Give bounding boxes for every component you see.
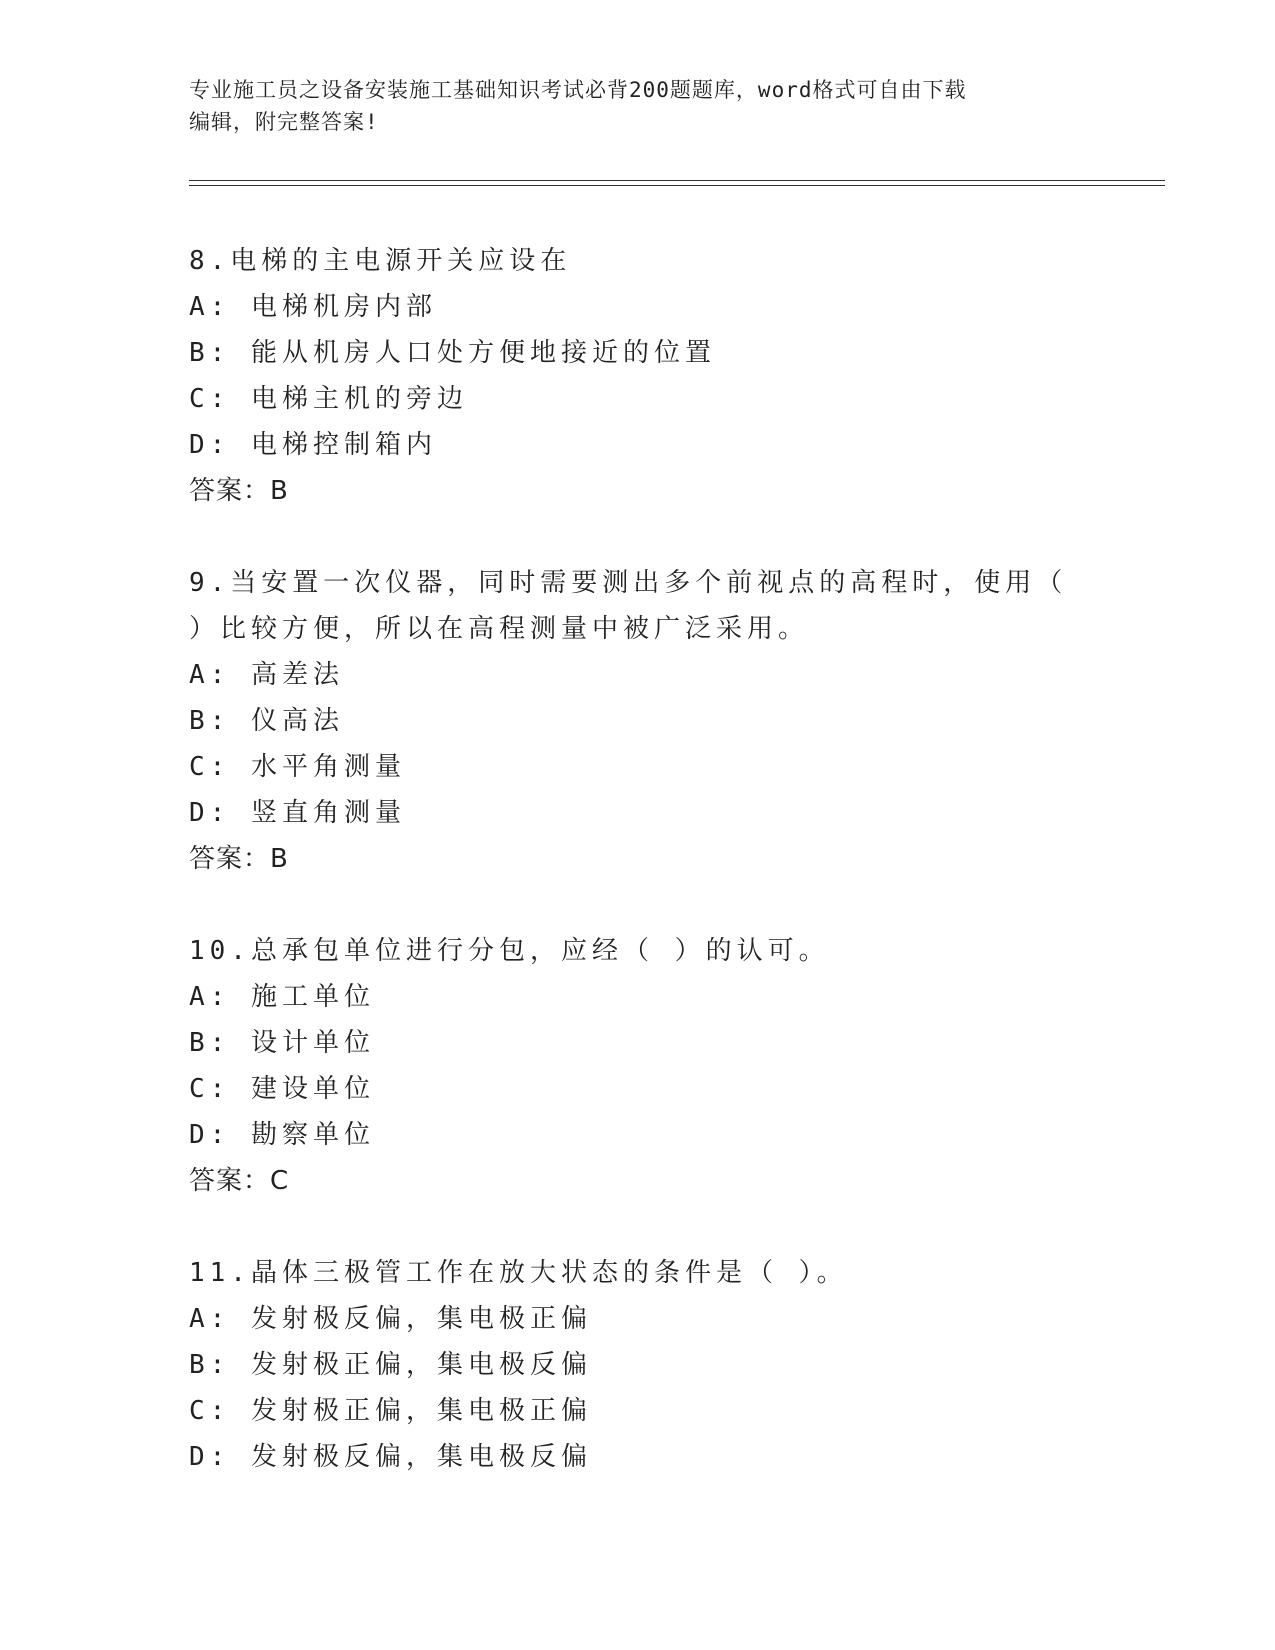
question-stem: 10.总承包单位进行分包，应经（ ）的认可。 bbox=[189, 936, 830, 966]
option-b: B: 设计单位 bbox=[189, 1028, 375, 1058]
question-10 bbox=[189, 928, 1149, 1204]
question-stem: 9.当安置一次仪器，同时需要测出多个前视点的高程时，使用（ ）比较方便，所以在高程测量中被广泛采用。 bbox=[189, 568, 1068, 644]
option-b: B: 发射极正偏，集电极反偏 bbox=[189, 1350, 592, 1380]
question-11 bbox=[189, 1250, 1149, 1480]
option-b: B: 能从机房人口处方便地接近的位置 bbox=[189, 338, 716, 368]
question-stem: 8.电梯的主电源开关应设在 bbox=[189, 246, 572, 276]
header-divider-top bbox=[189, 180, 1165, 181]
option-c: C: 水平角测量 bbox=[189, 752, 406, 782]
answer: 答案：C bbox=[189, 1166, 290, 1196]
document-header bbox=[189, 74, 1089, 138]
option-a: A: 施工单位 bbox=[189, 982, 375, 1012]
option-a: A: 发射极反偏，集电极正偏 bbox=[189, 1304, 592, 1334]
header-title-line-2: 编辑，附完整答案! bbox=[189, 110, 379, 134]
option-c: C: 发射极正偏，集电极正偏 bbox=[189, 1396, 592, 1426]
question-8 bbox=[189, 238, 1149, 514]
option-d: D: 勘察单位 bbox=[189, 1120, 375, 1150]
option-a: A: 高差法 bbox=[189, 660, 344, 690]
option-a: A: 电梯机房内部 bbox=[189, 292, 437, 322]
option-c: C: 建设单位 bbox=[189, 1074, 375, 1104]
answer: 答案：B bbox=[189, 476, 289, 506]
header-title-line-1: 专业施工员之设备安装施工基础知识考试必背200题题库，word格式可自由下载 bbox=[189, 78, 967, 102]
question-list bbox=[189, 238, 1149, 1526]
option-d: D: 发射极反偏，集电极反偏 bbox=[189, 1442, 592, 1472]
header-divider-bottom bbox=[189, 185, 1165, 186]
option-d: D: 竖直角测量 bbox=[189, 798, 406, 828]
option-c: C: 电梯主机的旁边 bbox=[189, 384, 468, 414]
question-stem: 11.晶体三极管工作在放大状态的条件是（ ）。 bbox=[189, 1258, 848, 1288]
answer: 答案：B bbox=[189, 844, 289, 874]
question-9 bbox=[189, 560, 1149, 882]
option-b: B: 仪高法 bbox=[189, 706, 344, 736]
option-d: D: 电梯控制箱内 bbox=[189, 430, 437, 460]
